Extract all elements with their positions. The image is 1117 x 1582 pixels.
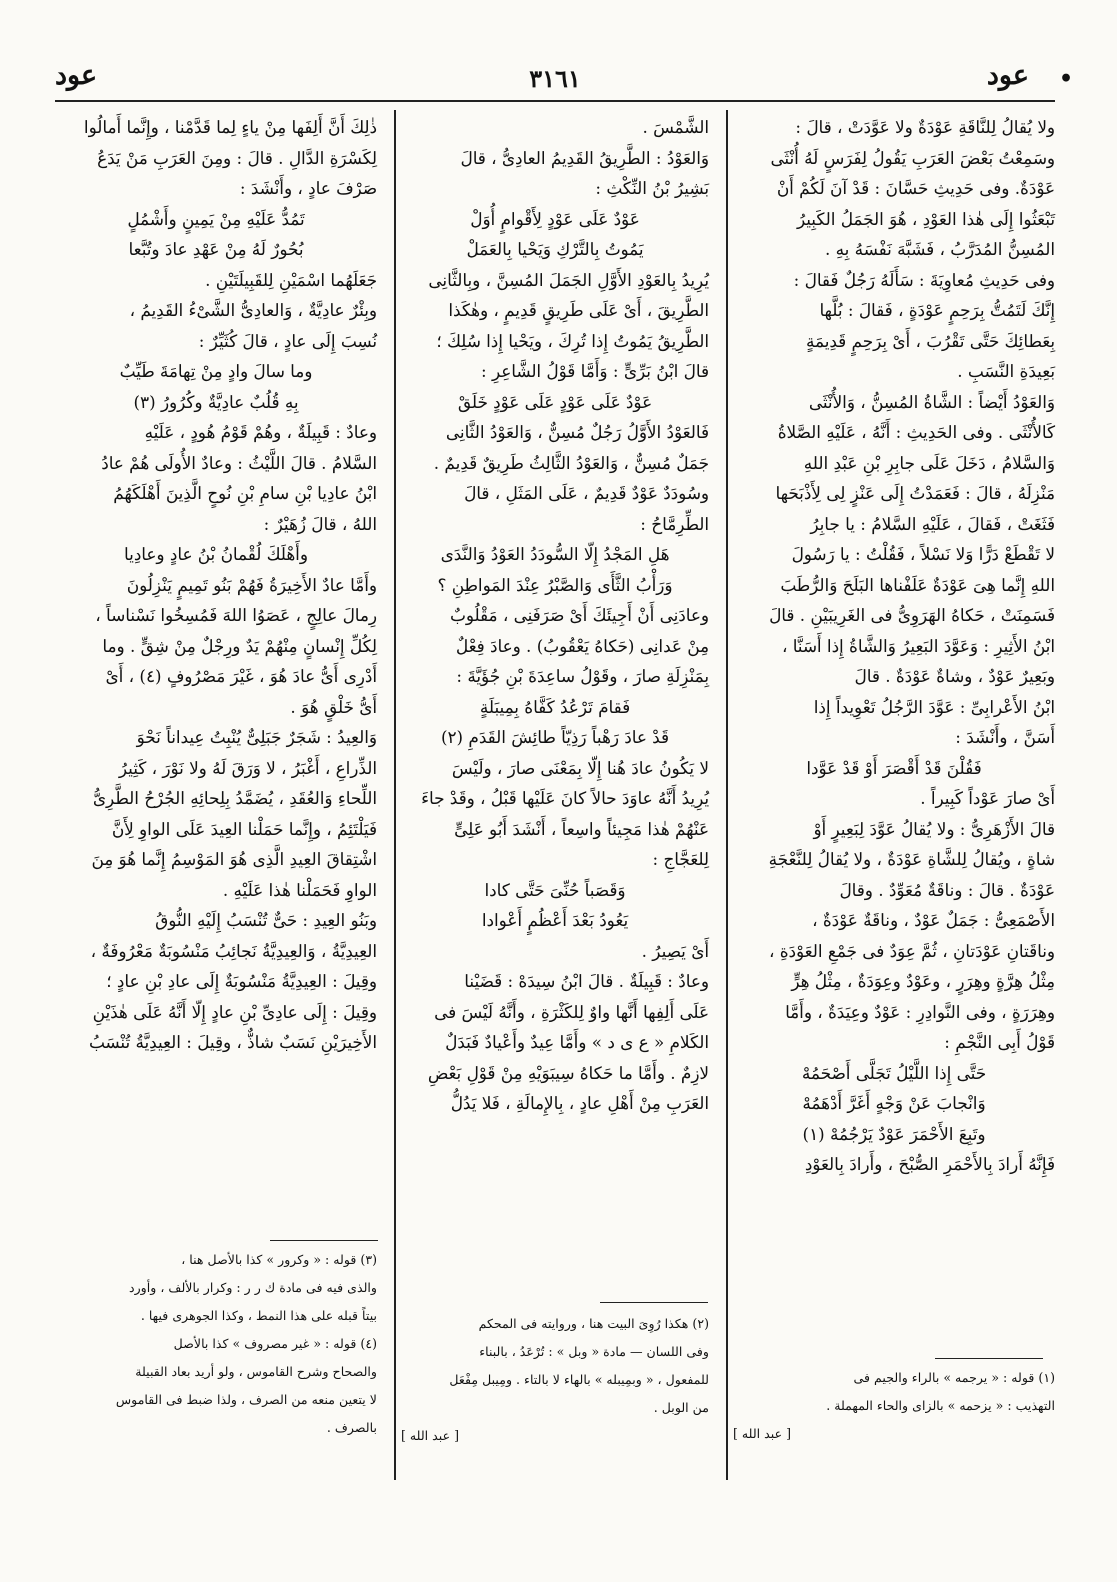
text-line: وعادَنِى أَنْ أَجِيئَكَ أَىْ صَرَفَنِى ، مَقْلُوبٌ (450, 605, 709, 625)
verse-line: وَقَصَباً حُنِّىَ حَتَّى كادا (484, 879, 626, 900)
verse-line: تَمُدُّ عَلَيْهِ مِنْ يَمِينٍ وأَشْمُلٍ (127, 208, 305, 229)
text-line: العَرَبِ مِنْ أَهْلِ عادٍ ، بِالإِمالَةِ ، فَلا يَدُلُّ (450, 1093, 709, 1113)
text-line: وناقَتانِ عَوْدَتانِ ، ثُمَّ عِوَدٌ فى جَمْعِ العَوْدَةِ ، (769, 940, 1055, 961)
text-line: لازِمٌ . وأَمَّا ما حَكاهُ سِيبَوَيْهِ مِنْ قَوْلِ بَعْضِ (427, 1062, 709, 1083)
text-line: السَّلامُ . قالَ اللَّيْثُ : وعادٌ الأُولَى هُمْ عادُ (101, 452, 377, 473)
headword-right: عود (986, 60, 1029, 91)
text-line: وبَعِيرٌ عَوْدٌ ، وشاةٌ عَوْدَةٌ . قالَ (854, 666, 1055, 686)
footnote-signature: [ عبد الله ] (733, 1426, 792, 1441)
text-line: اللِّحاءِ وَالعُقَدِ ، يُضَمَّدُ بِلِحائِهِ الجُرْحُ الطَّرِىُّ (92, 788, 377, 808)
verse-line: يَعُودُ بَعْدَ أَعْظُمٍ أَعْوادا (481, 910, 629, 930)
text-line: مَنْزِلَهُ ، قالَ : فَعَمَدْتُ إِلَى عَنْزٍ لِى لِأَذْبَحَها (775, 483, 1055, 503)
verse-line: يَمُوتُ بِالتَّرْكِ وَيَحْيا بِالعَمَلْ (466, 239, 644, 259)
text-line: وَالعَوْدُ : الطَّرِيقُ القَدِيمُ العادِىُّ ، قالَ (460, 147, 709, 168)
text-line: وأَمَّا عادٌ الأَخِيرَةُ فَهُمْ بَنُو تَمِيمٍ يَنْزِلُونَ (126, 574, 377, 595)
text-line: الأَصْمَعِىُّ : جَمَلٌ عَوْدٌ ، وناقَةٌ عَوْدَةٌ ، (812, 910, 1055, 930)
text-line: الطِّرِمَّاحُ : (640, 513, 709, 534)
text-line: بَعِيدَةِ النَّسَبِ . (957, 361, 1055, 381)
text-line: وَالعَوْدُ أَيْضاً : الشَّاةُ المُسِنُّ ، وَالأُنْثَى (808, 391, 1055, 412)
column-divider (394, 110, 396, 1480)
text-line: نُسِبَ إِلَى عادٍ ، قالَ كُثَيِّرٌ : (198, 330, 377, 351)
footnote-line: من الوبل . (653, 1400, 709, 1415)
text-line: يُرِيدُ بِالعَوْدِ الأَوَّلِ الجَمَلَ المُسِنَّ ، وبِالثَّانِى (428, 269, 709, 290)
text-line: وسَمِعْتُ بَعْضَ العَرَبِ يَقُولُ لِفَرَسٍ لَهُ أُنْثَى (770, 147, 1055, 168)
text-line: فَسَمِنَتْ ، حَكاهُ الهَرَوِىُّ فى الغَرِيبَيْنِ . قالَ (769, 605, 1055, 625)
footnote-separator (600, 1302, 708, 1303)
text-line: اشْتِقاقَ العِيدِ الَّذِى هُوَ المَوْسِمُ إِنَّما هُوَ مِنَ (91, 849, 377, 869)
footnote-line: (٣) قوله : « وكرور » كذا بالأصل هنا ، (181, 1252, 377, 1267)
text-line: أَسَنَّ ، وأَنْشَدَ : (955, 727, 1055, 747)
text-line: أَىْ يَصِيرُ . (641, 940, 709, 961)
text-line: أَدْرِى أَىُّ عادَ هُوَ ، غَيْرَ مَصْرُوفٍ (٤) ، أَىْ (105, 666, 377, 686)
text-line: ابْنُ عادِيا بْنِ سامِ بْنِ نُوحٍ الَّذِينَ أَهْلَكَهُمُ (113, 483, 377, 503)
verse-line: وأَهْلَكَ لُقْمانُ بْنُ عادٍ وعادِيا (124, 544, 308, 564)
text-line: عَلَى أَلِفِها أَنَّها واوٌ لِلكَثْرَةِ ، وأَنَّهُ لَيْسَ فى (434, 1001, 709, 1022)
text-line: الأَخِيرَيْنِ نَسَبٌ شاذٌّ ، وقِيلَ : العِيدِيَّةُ تُنْسَبُ (88, 1032, 377, 1052)
text-line: وَالسَّلامُ ، دَخَلَ عَلَى جابِرِ بْنِ عَبْدِ اللهِ (803, 452, 1055, 473)
text-line: وقِيلَ : العِيدِيَّةُ مَنْسُوبَةٌ إِلَى عادِ بْنِ عادٍ ؛ (106, 971, 377, 991)
footnote-line: وفى اللسان — مادة « وبل » : تُرْعَدُ ، بالبناء (479, 1344, 709, 1359)
text-line: مِنْ عَدانِى (حَكاهُ يَعْقُوبُ) . وعادَ فِعْلٌ (455, 635, 709, 656)
text-line: الطَّرِيقَ ، أَىْ عَلَى طَرِيقٍ قَدِيمٍ ، وهٰكَذا (448, 300, 709, 320)
verse-line: حَتَّى إِذا اللَّيْلُ تَجَلَّى أَصْحَمُهْ (801, 1062, 987, 1083)
verse-line: فَقامَ تَرْعُدُ كَفَّاهُ بِمِيبَلَةٍ (479, 696, 631, 717)
verse-line: وما سالَ وادٍ مِنْ تِهامَةَ طَيِّبٌ (119, 361, 313, 381)
header-rule (55, 100, 1055, 102)
footnote-line: (١) قوله : « يرجمه » بالراء والجيم فى (853, 1370, 1055, 1385)
text-line: وبَنُو العِيدِ : حَىٌّ تُنْسَبُ إِلَيْهِ النُّوقُ (155, 910, 377, 930)
footnote-separator (935, 1358, 1043, 1359)
text-line: أَىُّ خَلْقٍ هُوَ . (290, 696, 377, 717)
text-line: وهِرَرَةٍ ، وفى النَّوادِرِ : عَوْدٌ وعِيَدَةٌ ، وأَمَّا (785, 1001, 1055, 1022)
verse-line: هَلِ المَجْدُ إِلّا السُّودَدُ العَوْدُ وَالنَّدَى (440, 544, 670, 564)
footnote-line: للمفعول ، « وبمِيبله » بالهاء لا بالتاء . ومِيبل مِفْعَل (449, 1372, 709, 1387)
text-line: يُرِيدُ أَنَّهُ عاوَدَ حالاً كانَ عَلَيْها قَبْلُ ، وقَدْ جاءَ (421, 788, 709, 808)
text-line: أَىْ صارَ عَوْداً كَبِيراً . (920, 788, 1055, 808)
text-line: رِمالَ عالِجٍ ، عَصَوُا اللهَ فَمُسِخُوا نَسْناساً ، (95, 605, 377, 625)
text-line: إِنَّكَ لَتَمُتُّ بِرَحِمٍ عَوْدَةٍ ، فَقالَ : بُلَّها (819, 300, 1055, 320)
text-line: الطَّرِيقُ يَمُوتُ إِذا تُرِكَ ، ويَحْيا إِذا سُلِكَ ؛ (436, 330, 709, 351)
footnote-line: لا يتعين منعه من الصرف ، ولذا ضبط فى القاموس (115, 1392, 377, 1407)
verse-line: عَوْدٌ عَلَى عَوْدٍ عَلَى عَوْدٍ خَلَقْ (457, 391, 653, 412)
footnote-line: التهذيب : « يزحمه » بالزاى والحاء المهملة . (826, 1398, 1055, 1413)
footnote-line: بالصرف . (326, 1420, 377, 1435)
text-line: وعادٌ : قَبِيلَةٌ . قالَ ابْنُ سِيدَهْ : قَضَيْنا (464, 971, 709, 991)
footnotes-middle (401, 1310, 709, 1450)
verse-line: وتَبِعَ الأَحْمَرَ عَوْدٌ يَرْجُمُهْ (١) (802, 1123, 986, 1144)
page-number: ٣١٦١ (529, 64, 581, 93)
text-line: عَوْدَةٌ . قالَ : وناقَةٌ مُعَوِّدٌ . وقالَ (839, 879, 1055, 900)
text-line: اللهِ إِنَّما هِىَ عَوْدَةٌ عَلَفْناها البَلَحَ وَالرُّطَبَ (780, 574, 1055, 595)
text-line: قَوْلُ أَبِى النَّجْمِ : (944, 1032, 1055, 1052)
page-header (55, 52, 1073, 102)
footnote-separator (270, 1240, 378, 1241)
text-line: وبِئْرٌ عادِيَّةٌ ، وَالعادِىُّ الشَّىْءُ القَدِيمُ ، (129, 300, 377, 320)
footnote-line: (٤) قوله : « غير مصروف » كذا بالأصل (173, 1336, 377, 1351)
text-line: بَشِيرُ بْنُ النِّكْثِ : (595, 178, 709, 198)
text-line: جَعَلَهُما اسْمَيْنِ لِلقَبِيلَتَيْنِ . (205, 269, 377, 290)
text-line: تَبْعَثُوا إِلَى هٰذا العَوْدِ ، هُوَ الجَمَلُ الكَبِيرُ (796, 208, 1055, 229)
text-line: لِلعَجَّاجِ : (652, 849, 709, 869)
text-line: المُسِنُّ المُدَرَّبُ ، فَشَبَّهَ نَفْسَهُ بِهِ . (824, 239, 1055, 259)
text-line: وقِيلَ : إِلَى عادِىِّ بْنِ عادٍ إِلّا أَنَّهُ عَلَى هٰذَيْنِ (92, 1001, 377, 1022)
text-line: لِكَسْرَةِ الدَّالِ . قالَ : ومِنَ العَرَبِ مَنْ يَدَعُ (97, 147, 377, 168)
text-line: ولا يُقالُ لِلنَّاقَةِ عَوْدَةٌ ولا عَوَّدَتْ ، قالَ : (795, 117, 1055, 137)
headword-left: عود (55, 60, 98, 91)
text-line: بِعَطائِكَ حَتَّى تَقْرُبَ ، أَىْ بِرَحِمٍ قَدِيمَةٍ (806, 330, 1055, 351)
text-line: وعادٌ : قَبِيلَةٌ ، وهُمْ قَوْمُ هُودٍ ، عَلَيْهِ (144, 422, 377, 442)
footnotes-right (733, 1364, 1055, 1448)
footnotes-left (55, 1246, 377, 1442)
text-line: بِمَنْزِلَةِ صارَ ، وقَوْلُ ساعِدَةَ بْنِ جُؤَيَّةَ : (456, 666, 709, 686)
text-line: فَإِنَّهُ أَرادَ بِالأَحْمَرِ الصُّبْحَ ، وأَرادَ بِالعَوْدِ (804, 1154, 1055, 1174)
text-line: ابْنُ الأَعْرابِىِّ : عَوَّدَ الرَّجُلُ تَعْوِيداً إِذا (813, 696, 1055, 717)
text-line: شاةٍ ، ويُقالُ لِلشَّاةِ عَوْدَةٌ ، ولا يُقالُ لِلنَّعْجَةِ (768, 849, 1055, 869)
footnote-signature: [ عبد الله ] (401, 1428, 460, 1443)
column-middle (401, 112, 709, 1472)
text-line: فَالعَوْدُ الأَوَّلُ رَجُلٌ مُسِنٌّ ، وَالعَوْدُ الثَّانِى (445, 422, 709, 442)
verse-line: قَدْ عادَ رَهْباً رَذِيّاً طائِشَ القَدَمِ (٢) (440, 727, 670, 747)
verse-line: فَقُلْنَ قَدْ أَقْصَرَ أَوْ قَدْ عَوَّدا (806, 757, 982, 778)
text-line: لا تَقْطَعْ دَرًّا وَلا نَسْلاً ، فَقُلْتُ : يا رَسُولَ (791, 544, 1055, 564)
verse-line: بِهِ قُلُبٌ عادِيَّةٌ وكُرُورُ (٣) (133, 391, 299, 412)
verse-line: وَرَأْبُ الثَّأَى وَالصَّبْرُ عِنْدَ المَواطِنِ ؟ (437, 574, 673, 595)
text-line: لِكُلِّ إِنْسانٍ مِنْهُمْ يَدٌ ورِجْلٌ مِنْ شِقٍّ . وما (102, 635, 377, 656)
corner-mark: • (1058, 66, 1073, 92)
footnote-line: والصحاح وشرح القاموس ، ولو أريد بعاد القبيلة (135, 1364, 377, 1379)
text-line: وفى حَدِيثِ مُعاوِيَةَ : سَأَلَهُ رَجُلٌ فَقالَ : (793, 269, 1055, 290)
text-line: العِيدِيَّةُ ، وَالعِيدِيَّةُ نَجائِبُ مَنْسُوبَةٌ مَعْرُوفَةٌ ، (90, 940, 377, 961)
text-line: الذِّراعِ ، أَغْبَرُ ، لا وَرَقَ لَهُ ولا نَوْرَ ، كَثِيرُ (118, 757, 377, 778)
text-line: ذٰلِكَ أَنَّ أَلِفَها مِنْ ياءٍ لِما قَدَّمْنا ، وإِنَّما أَمالُوا (83, 117, 377, 137)
column-right (733, 112, 1055, 1472)
text-line: فَثَغَتْ ، فَقالَ ، عَلَيْهِ السَّلامُ : يا جابِرُ (810, 513, 1055, 534)
text-line: عَوْدَةٌ. وفى حَدِيثِ حَسَّانَ : قَدْ آنَ لَكُمْ أَنْ (776, 178, 1055, 198)
text-line: وَالعِيدُ : شَجَرٌ جَبَلِىٌّ يُنْبِتُ عِيداناً نَحْوَ (136, 727, 377, 747)
text-line: قالَ ابْنُ بَرِّىٍّ : وَأَمَّا قَوْلُ الشَّاعِرِ : (480, 361, 709, 381)
text-line: عَنْهُمْ هٰذا مَجِيئاً واسِعاً ، أَنْشَدَ أَبُو عَلِىٍّ (454, 818, 709, 839)
footnote-line: والذى فيه فى مادة ك ر ر : وكرار بالألف ، وأورد (128, 1280, 377, 1295)
text-line: جَمَلٌ مُسِنٌّ ، وَالعَوْدُ الثَّالِثُ طَرِيقٌ قَدِيمٌ . (433, 452, 709, 473)
text-line: صَرْفَ عادٍ ، وأَنْشَدَ : (239, 178, 377, 198)
text-line: الشَّمْسَ . (642, 117, 709, 137)
footnote-line: (٢) هكذا رُوِىَ البيت هنا ، وروايته فى المحكم (478, 1316, 709, 1331)
text-line: فَيَلْتَئِمُ ، وإِنَّما حَمَلْنا العِيدَ عَلَى الواوِ لِأَنَّ (111, 818, 377, 839)
verse-line: بُحُورٌ لَهُ مِنْ عَهْدِ عادَ وتُبَّعا (128, 239, 304, 259)
text-line: لا يَكُونُ عادَ هُنا إِلّا بِمَعْنَى صارَ ، ولَيْسَ (451, 757, 709, 778)
text-line: اللهُ ، قالَ زُهَيْرٌ : (263, 513, 377, 534)
text-line: كَالأُنْثَى . وفى الحَدِيثِ : أَنَّهُ ، عَلَيْهِ الصَّلاةُ (777, 422, 1055, 442)
text-line: ابْنُ الأَثِيرِ : وَعَوَّدَ البَعِيرُ وَالشَّاةُ إِذا أَسَنَّا ، (781, 635, 1055, 656)
verse-line: وَانْجابَ عَنْ وَجْهٍ أَغَرَّ أَدْهَمُهْ (802, 1093, 986, 1113)
text-line: وسُودَدٌ عَوْدٌ قَدِيمٌ ، عَلَى المَثَلِ ، قالَ (464, 483, 709, 503)
text-line: الكَلامِ « ع ى د » وأَمَّا عِيدٌ وأَعْيادٌ فَبَدَلٌ (445, 1032, 709, 1052)
text-line: قالَ الأَزْهَرِىُّ : ولا يُقالُ عَوَّدَ لِبَعِيرٍ أَوْ (813, 818, 1055, 839)
footnote-line: بيتاً قبله على هذا النمط ، وكذا الجوهرى فيها . (140, 1308, 377, 1323)
verse-line: عَوْدٌ عَلَى عَوْدٍ لِأَقْوامٍ أُوَلْ (470, 208, 640, 229)
text-line: الواوِ فَحَمَلْنا هٰذا عَلَيْهِ . (222, 879, 377, 900)
text-line: مِثْلُ هِرَّةٍ وهِرَرٍ ، وعَوْدٌ وعِوَدَةٌ ، مِثْلُ هِرٍّ (791, 971, 1055, 991)
column-divider (726, 110, 728, 1480)
